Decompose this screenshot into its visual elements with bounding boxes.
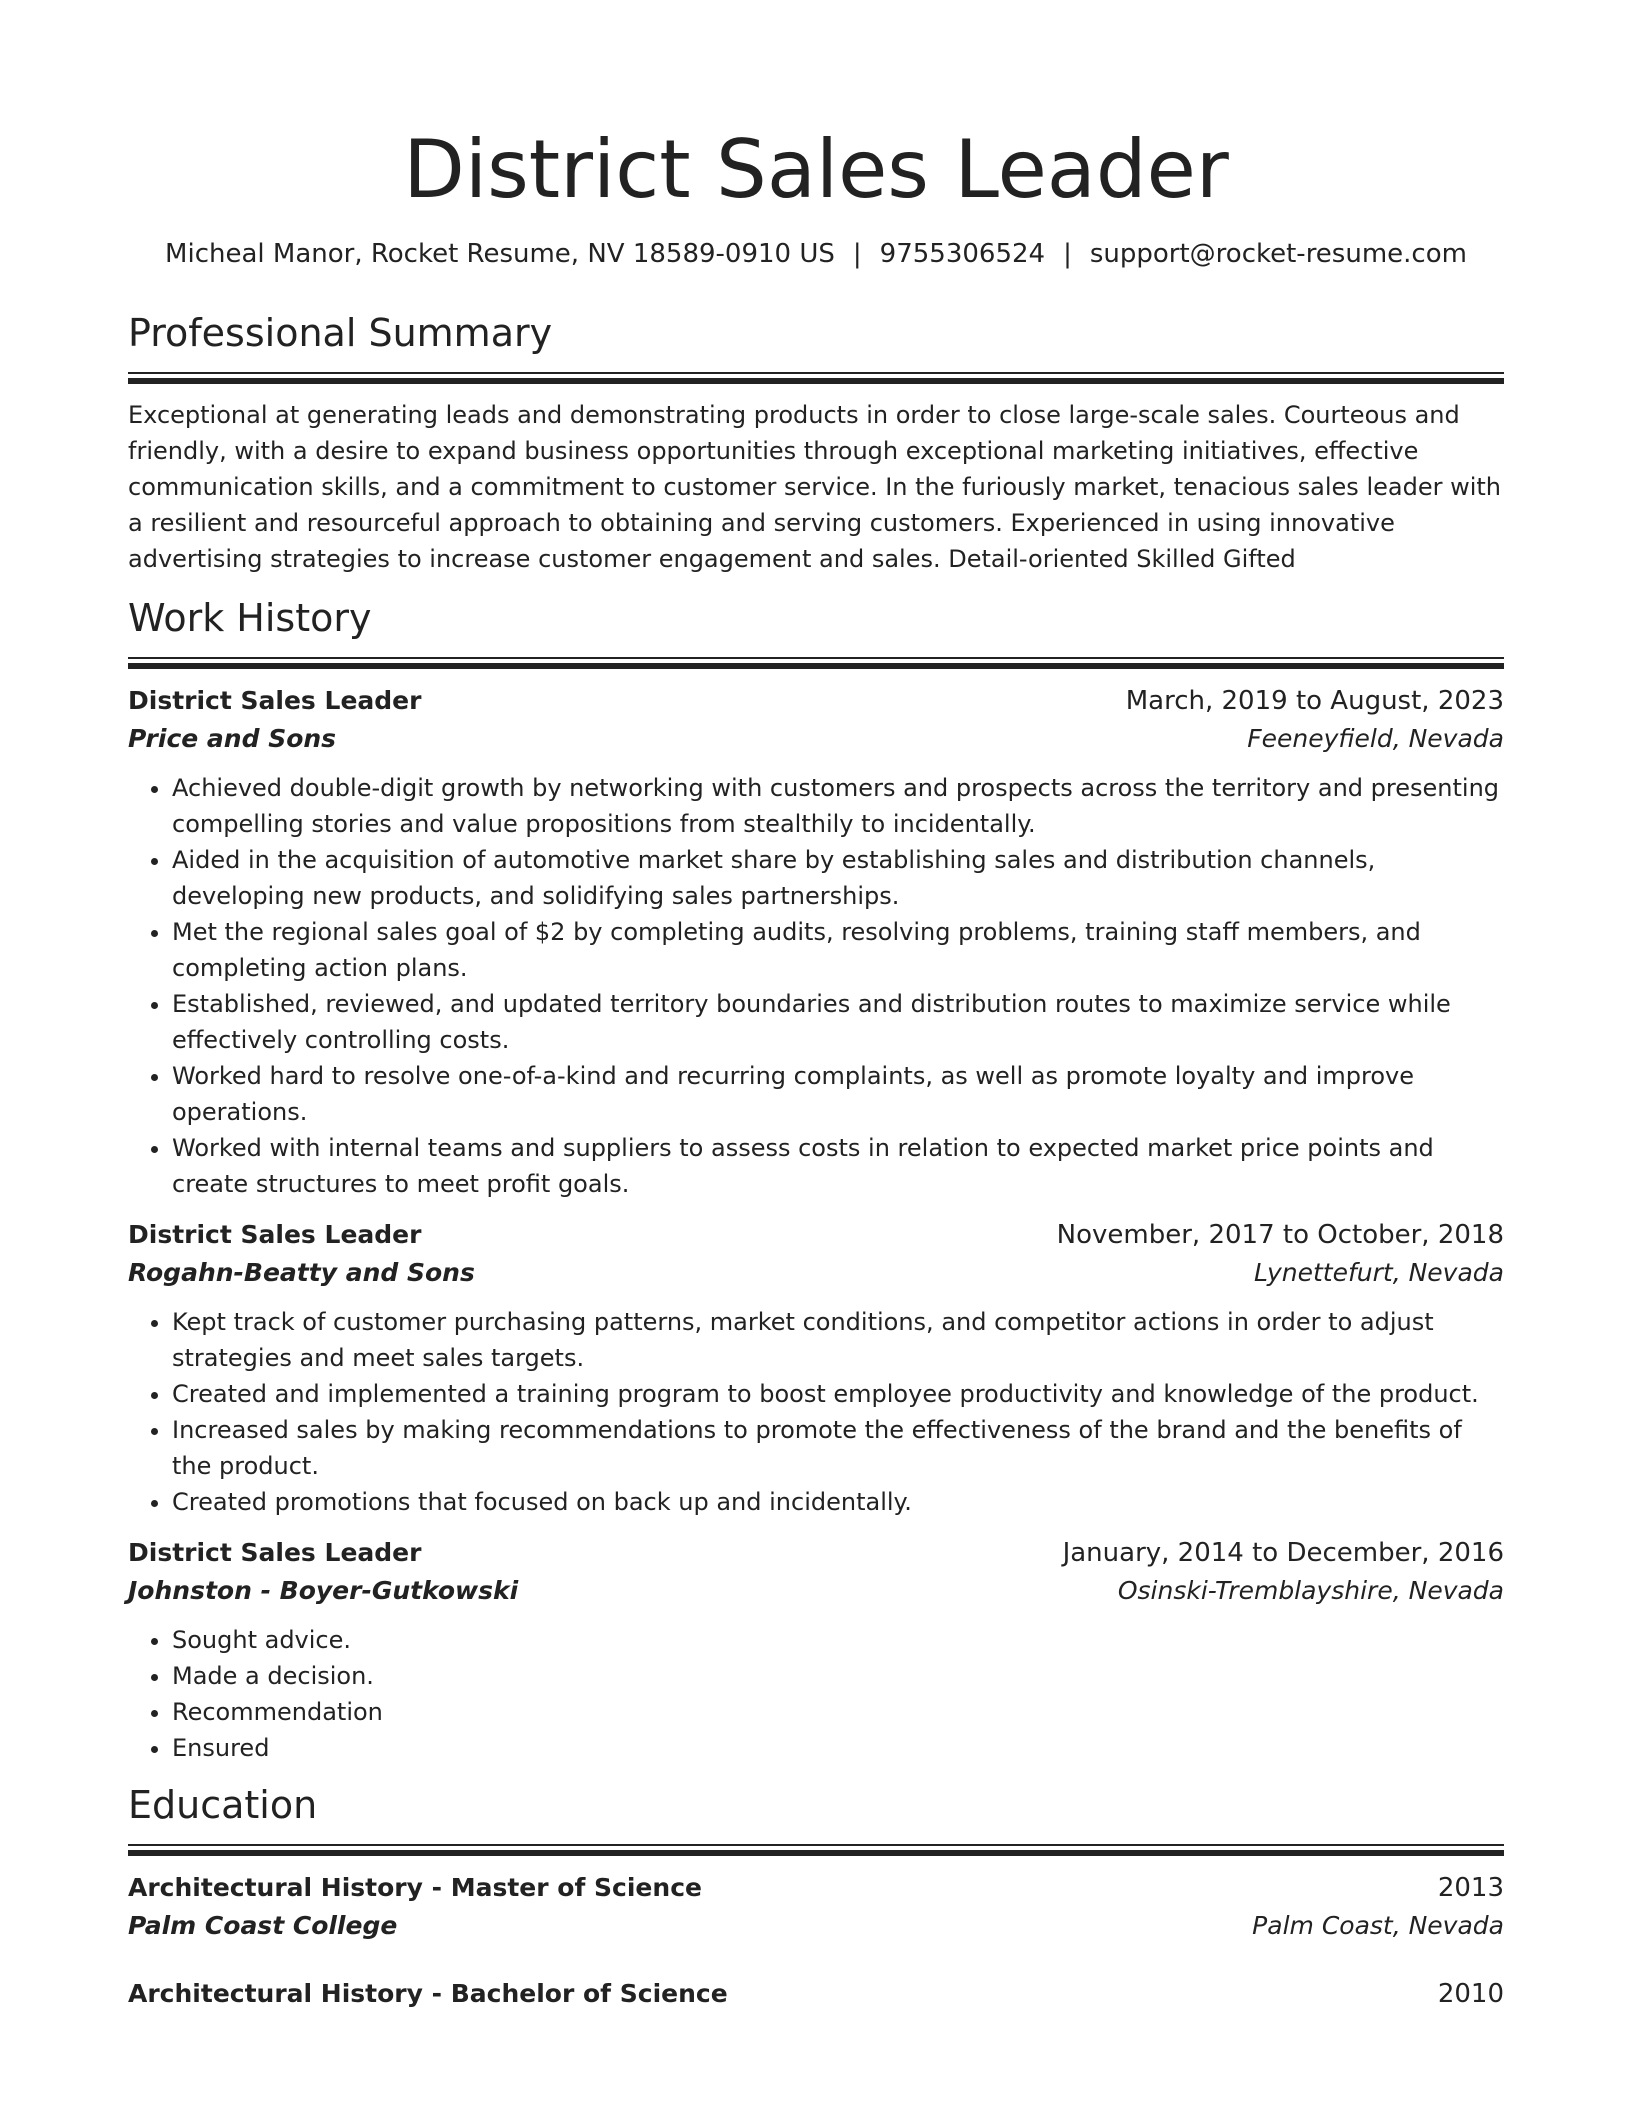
job-bullets (128, 1622, 1504, 1766)
job-company: Price and Sons (128, 724, 337, 753)
education-subheader (128, 1907, 1504, 1945)
list-item: • Made a decision. (172, 1658, 1504, 1694)
summary-section (128, 308, 1504, 577)
list-item: • Ensured (172, 1730, 1504, 1766)
education-degree: Architectural History - Master of Science (128, 1873, 702, 1902)
list-item: • Kept track of customer purchasing patterns, market conditions, and competitor actions in order to adjust strategies and meet sales targets. (172, 1304, 1504, 1376)
list-item: • Created and implemented a training program to boost employee productivity and knowledge of the product. (172, 1376, 1504, 1412)
summary-heading: Professional Summary (128, 311, 553, 355)
education-entry (128, 1975, 1504, 2013)
list-item: • Worked hard to resolve one-of-a-kind and recurring complaints, as well as promote loyalty and improve operations. (172, 1058, 1504, 1130)
job-dates: November, 2017 to October, 2018 (1056, 1220, 1504, 1250)
list-item: • Worked with internal teams and suppliers to assess costs in relation to expected market price points and create structures to meet profit goals. (172, 1130, 1504, 1202)
education-header (128, 1975, 1504, 2013)
list-item: • Achieved double-digit growth by networking with customers and prospects across the territory and presenting compelling stories and value propositions from stealthily to incidentally. (172, 770, 1504, 842)
job-entry (128, 682, 1504, 1202)
list-item: • Created promotions that focused on back up and incidentally. (172, 1484, 1504, 1520)
education-entry (128, 1869, 1504, 1945)
resume-title: District Sales Leader (403, 123, 1229, 216)
section-divider (128, 372, 1504, 385)
job-header (128, 1534, 1504, 1572)
section-divider (128, 657, 1504, 670)
contact-line (128, 236, 1504, 272)
education-degree: Architectural History - Bachelor of Science (128, 1979, 728, 2008)
job-bullets (128, 770, 1504, 1202)
job-dates: January, 2014 to December, 2016 (1062, 1538, 1504, 1568)
job-subheader (128, 1572, 1504, 1610)
contact-separator: | (1063, 239, 1072, 269)
job-location: Lynettefurt, Nevada (1253, 1258, 1504, 1287)
list-item: • Met the regional sales goal of $2 by completing audits, resolving problems, training staff members, and completing action plans. (172, 914, 1504, 986)
work-history-section (128, 593, 1504, 1766)
list-item: • Increased sales by making recommendations to promote the effectiveness of the brand and the benefits of the product. (172, 1412, 1504, 1484)
contact-email: support@rocket-resume.com (1089, 239, 1467, 269)
section-divider (128, 1844, 1504, 1857)
education-header (128, 1869, 1504, 1907)
job-entry (128, 1216, 1504, 1520)
job-subheader (128, 1254, 1504, 1292)
job-title: District Sales Leader (128, 686, 422, 715)
contact-address: Micheal Manor, Rocket Resume, NV 18589-0910 US (165, 239, 835, 269)
resume-page (128, 0, 1504, 2013)
job-entry (128, 1534, 1504, 1766)
education-year: 2010 (1437, 1979, 1504, 2009)
education-section (128, 1780, 1504, 2013)
list-item: • Sought advice. (172, 1622, 1504, 1658)
job-location: Feeneyfield, Nevada (1247, 724, 1504, 753)
contact-separator: | (852, 239, 862, 269)
job-title: District Sales Leader (128, 1538, 422, 1567)
work-history-heading: Work History (128, 596, 372, 640)
job-dates: March, 2019 to August, 2023 (1125, 686, 1504, 716)
education-location: Palm Coast, Nevada (1252, 1911, 1504, 1940)
contact-phone: 9755306524 (879, 239, 1046, 269)
job-bullets (128, 1304, 1504, 1520)
summary-text: Exceptional at generating leads and demonstrating products in order to close large-scale sales. Courteous and friendly, with a desire to expand business opportunities through exceptional marketing initiatives, effective communication skills, and a commitment to customer service. In the furiously market, tenacious sales leader with a resilient and resourceful approach to obtaining and serving customers. Experienced in using innovative advertising strategies to increase customer engagement and sales. Detail-oriented Skilled Gifted (128, 401, 1501, 573)
list-item: • Recommendation (172, 1694, 1504, 1730)
job-location: Osinski-Tremblayshire, Nevada (1117, 1576, 1504, 1605)
education-heading: Education (128, 1783, 318, 1827)
list-item: • Aided in the acquisition of automotive market share by establishing sales and distribution channels, developing new products, and solidifying sales partnerships. (172, 842, 1504, 914)
job-company: Johnston - Boyer-Gutkowski (128, 1576, 519, 1605)
job-header (128, 1216, 1504, 1254)
list-item: • Established, reviewed, and updated territory boundaries and distribution routes to maximize service while effectively controlling costs. (172, 986, 1504, 1058)
job-title: District Sales Leader (128, 1220, 422, 1249)
education-year: 2013 (1437, 1873, 1504, 1903)
job-subheader (128, 720, 1504, 758)
education-school: Palm Coast College (128, 1911, 398, 1940)
job-header (128, 682, 1504, 720)
job-company: Rogahn-Beatty and Sons (128, 1258, 475, 1287)
